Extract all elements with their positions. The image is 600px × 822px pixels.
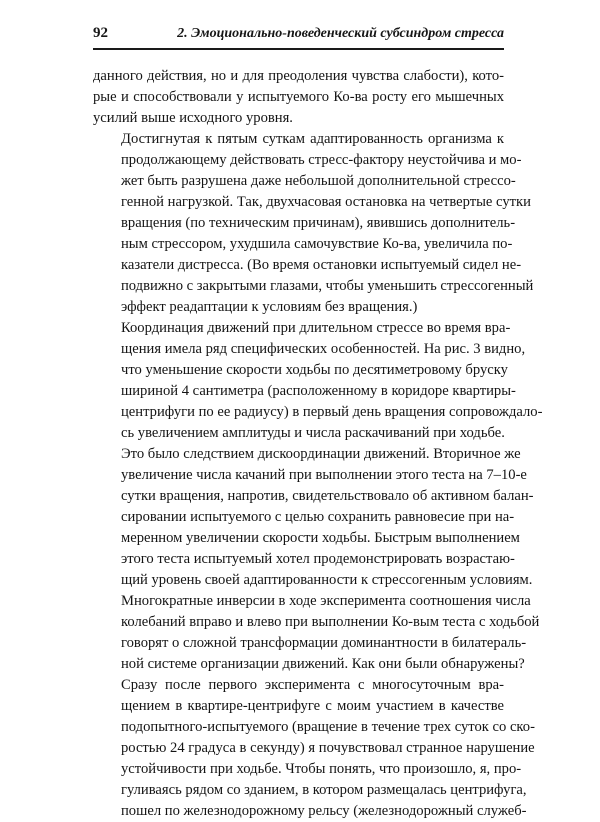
text-line: устойчивости при ходьбе. Чтобы понять, что произошло, я, про- xyxy=(121,761,522,777)
text-line: генной нагрузкой. Так, двухчасовая остановка на четвертые сутки xyxy=(121,194,531,210)
text-line: сь увеличением амплитуды и числа раскачиваний при ходьбе. xyxy=(121,425,505,441)
chapter-title: 2. Эмоционально-поведенческий субсиндром стресса xyxy=(177,26,504,41)
text-line: Многократные инверсии в ходе эксперимента соотношения числа xyxy=(121,593,531,609)
text-line: сировании испытуемого с целью сохранить равновесие при на- xyxy=(121,509,515,525)
text-line: жет быть разрушена даже небольшой дополнительной стрессо- xyxy=(121,173,516,189)
paragraph xyxy=(93,318,543,675)
paragraph xyxy=(93,675,535,822)
text-line: щением в квартире-центрифуге с моим участием в качестве xyxy=(121,698,504,714)
text-line: пошел по железнодорожному рельсу (железнодорожный служеб- xyxy=(121,803,527,819)
text-line: гуливаясь рядом со зданием, в котором размещалась центрифуга, xyxy=(121,782,527,798)
text-line: данного действия, но и для преодоления чувства слабости), кото- xyxy=(93,68,504,84)
text-line: что уменьшение скорости ходьбы по десятиметровому бруску xyxy=(121,362,508,378)
text-line: рые и способствовали у испытуемого Ко-ва росту его мышечных xyxy=(93,89,504,105)
text-line: подвижно с закрытыми глазами, чтобы уменьшить стрессогенный xyxy=(121,278,534,294)
text-line: сутки вращения, напротив, свидетельствовало об активном балан- xyxy=(121,488,534,504)
paragraph xyxy=(93,66,504,129)
text-line: этого теста испытуемый хотел продемонстрировать возрастаю- xyxy=(121,551,515,567)
text-line: вращения (по техническим причинам), явившись дополнитель- xyxy=(121,215,516,231)
text-line: увеличение числа качаний при выполнении этого теста на 7–10-е xyxy=(121,467,527,483)
text-line: меренном увеличении скорости ходьбы. Быстрым выполнением xyxy=(121,530,520,546)
text-line: подопытного-испытуемого (вращение в течение трех суток со ско- xyxy=(121,719,535,735)
paragraph xyxy=(93,129,534,318)
text-line: продолжающему действовать стресс-фактору неустойчива и мо- xyxy=(121,152,522,168)
text-line: Сразу после первого эксперимента с многосуточным вра- xyxy=(121,677,504,693)
text-line: колебаний вправо и влево при выполнении Ко-вым теста с ходьбой xyxy=(121,614,540,630)
running-header xyxy=(93,22,504,50)
text-line: казатели дистресса. (Во время остановки испытуемый сидел не- xyxy=(121,257,522,273)
text-line: ной системе организации движений. Как они были обнаружены? xyxy=(121,656,525,672)
page-number: 92 xyxy=(93,25,108,41)
text-line: эффект реадаптации к условиям без вращения.) xyxy=(121,299,418,315)
body-text xyxy=(93,66,543,822)
text-line: Это было следствием дискоординации движений. Вторичное же xyxy=(121,446,521,462)
text-line: Достигнутая к пятым суткам адаптированность организма к xyxy=(121,131,504,147)
text-line: ростью 24 градуса в секунду) я почувствовал странное нарушение xyxy=(121,740,535,756)
text-line: говорят о сложной трансформации доминантности в билатераль- xyxy=(121,635,527,651)
text-line: ным стрессором, ухудшила самочувствие Ко-ва, увеличила по- xyxy=(121,236,513,252)
text-line: усилий выше исходного уровня. xyxy=(93,110,293,126)
text-line: Координация движений при длительном стрессе во время вра- xyxy=(121,320,511,336)
text-line: щения имела ряд специфических особенностей. На рис. 3 видно, xyxy=(121,341,526,357)
text-line: шириной 4 сантиметра (расположенному в коридоре квартиры- xyxy=(121,383,516,399)
text-line: щий уровень своей адаптированности к стрессогенным условиям. xyxy=(121,572,533,588)
text-line: центрифуги по ее радиусу) в первый день вращения сопровождало- xyxy=(121,404,543,420)
